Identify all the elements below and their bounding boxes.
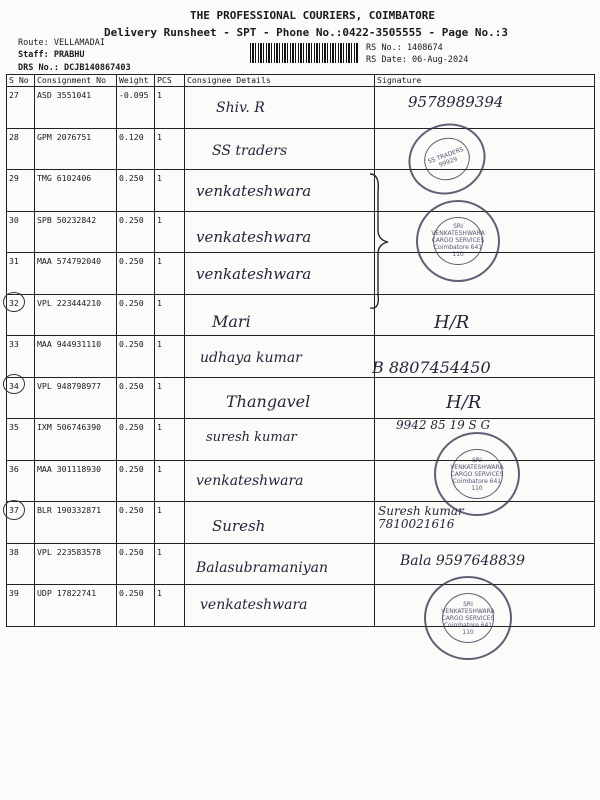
bracket-mark — [366, 172, 396, 312]
pieces-count: 1 — [155, 128, 185, 170]
weight-value: 0.250 — [117, 294, 155, 336]
table-row — [7, 294, 595, 336]
weight-value: 0.250 — [117, 170, 155, 212]
pieces-count: 1 — [155, 377, 185, 419]
consignee-handwriting: venkateshwara — [200, 597, 308, 613]
pieces-count: 1 — [155, 336, 185, 378]
signature-handwriting: H/R — [446, 392, 482, 413]
rs-date: RS Date: 06-Aug-2024 — [366, 55, 469, 65]
consignee-handwriting: venkateshwara — [196, 473, 304, 489]
pieces-count: 1 — [155, 87, 185, 129]
consignee-cell — [185, 87, 375, 129]
row-circle-mark — [3, 500, 25, 520]
consignment-number: ASD 3551041 — [35, 87, 117, 129]
pieces-count: 1 — [155, 211, 185, 253]
pieces-count: 1 — [155, 294, 185, 336]
signature-handwriting: B 8807454450 — [372, 358, 491, 377]
consignee-handwriting: SS traders — [212, 143, 288, 159]
weight-value: 0.250 — [117, 585, 155, 627]
consignment-number: BLR 190332871 — [35, 502, 117, 544]
weight-value: 0.250 — [117, 460, 155, 502]
drs-number: DRS No.: DCJB140867403 — [18, 63, 131, 73]
consignee-handwriting: venkateshwara — [196, 265, 312, 283]
row-circle-mark — [3, 292, 25, 312]
pieces-count: 1 — [155, 170, 185, 212]
serial-number: 27 — [7, 87, 35, 129]
serial-number: 36 — [7, 460, 35, 502]
serial-number: 31 — [7, 253, 35, 295]
col-header-consignee: Consignee Details — [185, 75, 375, 87]
barcode — [250, 43, 358, 63]
rs-number: RS No.: 1408674 — [366, 43, 443, 53]
serial-number: 29 — [7, 170, 35, 212]
runsheet-subtitle: Delivery Runsheet - SPT - Phone No.:0422-3505555 - Page No.:3 — [104, 26, 508, 39]
weight-value: 0.250 — [117, 377, 155, 419]
col-header-pcs: PCS — [155, 75, 185, 87]
signature-handwriting: Suresh kumar 7810021616 — [378, 504, 464, 531]
serial-number: 28 — [7, 128, 35, 170]
col-header-consignment: Consignment No — [35, 75, 117, 87]
consignee-handwriting: Thangavel — [226, 392, 311, 411]
serial-number: 39 — [7, 585, 35, 627]
signature-cell — [375, 170, 595, 212]
ss-traders-stamp: SS TRADERS 99929 — [398, 113, 495, 205]
col-header-signature: Signature — [375, 75, 595, 87]
serial-number: 38 — [7, 543, 35, 585]
pieces-count: 1 — [155, 502, 185, 544]
table-row — [7, 502, 595, 544]
consignment-number: SPB 50232842 — [35, 211, 117, 253]
serial-number: 35 — [7, 419, 35, 461]
consignee-handwriting: Suresh — [212, 517, 266, 535]
signature-handwriting: 9578989394 — [408, 93, 504, 111]
consignment-number: VPL 948798977 — [35, 377, 117, 419]
pieces-count: 1 — [155, 543, 185, 585]
col-header-sno: S No — [7, 75, 35, 87]
pieces-count: 1 — [155, 419, 185, 461]
consignment-number: MAA 301118930 — [35, 460, 117, 502]
signature-cell — [375, 294, 595, 336]
consignment-number: UDP 17822741 — [35, 585, 117, 627]
consignee-handwriting: venkateshwara — [196, 228, 312, 246]
consignee-handwriting: venkateshwara — [196, 182, 312, 200]
consignment-number: MAA 574792040 — [35, 253, 117, 295]
staff-label: Staff: PRABHU — [18, 50, 85, 60]
row-circle-mark — [3, 374, 25, 394]
weight-value: 0.120 — [117, 128, 155, 170]
consignee-handwriting: Balasubramaniyan — [196, 560, 329, 576]
col-header-weight: Weight — [117, 75, 155, 87]
consignee-handwriting: udhaya kumar — [200, 350, 302, 366]
serial-number: 33 — [7, 336, 35, 378]
company-name: THE PROFESSIONAL COURIERS, COIMBATORE — [190, 9, 436, 22]
weight-value: 0.250 — [117, 502, 155, 544]
consignee-handwriting: Mari — [212, 312, 251, 331]
table-row — [7, 128, 595, 170]
pieces-count: 1 — [155, 253, 185, 295]
consignee-handwriting: Shiv. R — [216, 100, 265, 116]
signature-handwriting: Bala 9597648839 — [400, 553, 525, 569]
pieces-count: 1 — [155, 585, 185, 627]
consignment-number: VPL 223444210 — [35, 294, 117, 336]
weight-value: -0.095 — [117, 87, 155, 129]
consignment-number: VPL 223583578 — [35, 543, 117, 585]
weight-value: 0.250 — [117, 543, 155, 585]
table-header-row — [7, 75, 595, 87]
pieces-count: 1 — [155, 460, 185, 502]
weight-value: 0.250 — [117, 253, 155, 295]
signature-handwriting: H/R — [434, 312, 470, 333]
signature-handwriting: 9942 85 19 S G — [396, 418, 491, 432]
serial-number: 32 — [7, 294, 35, 336]
route-label: Route: VELLAMADAI — [18, 38, 105, 48]
table-row — [7, 87, 595, 129]
venkateshwara-stamp: SRI VENKATESHWARA CARGO SERVICES Coimbatore 641 110 — [434, 432, 520, 516]
weight-value: 0.250 — [117, 211, 155, 253]
venkateshwara-stamp: SRI VENKATESHWARA CARGO SERVICES Coimbatore 641 110 — [416, 200, 500, 282]
weight-value: 0.250 — [117, 336, 155, 378]
venkateshwara-stamp: SRI VENKATESHWARA CARGO SERVICES Coimbatore 641 110 — [424, 576, 512, 660]
weight-value: 0.250 — [117, 419, 155, 461]
consignment-number: TMG 6102406 — [35, 170, 117, 212]
consignment-number: MAA 944931110 — [35, 336, 117, 378]
signature-cell — [375, 377, 595, 419]
consignee-handwriting: suresh kumar — [206, 430, 297, 445]
consignment-number: GPM 2076751 — [35, 128, 117, 170]
consignment-number: IXM 506746390 — [35, 419, 117, 461]
serial-number: 37 — [7, 502, 35, 544]
serial-number: 30 — [7, 211, 35, 253]
serial-number: 34 — [7, 377, 35, 419]
